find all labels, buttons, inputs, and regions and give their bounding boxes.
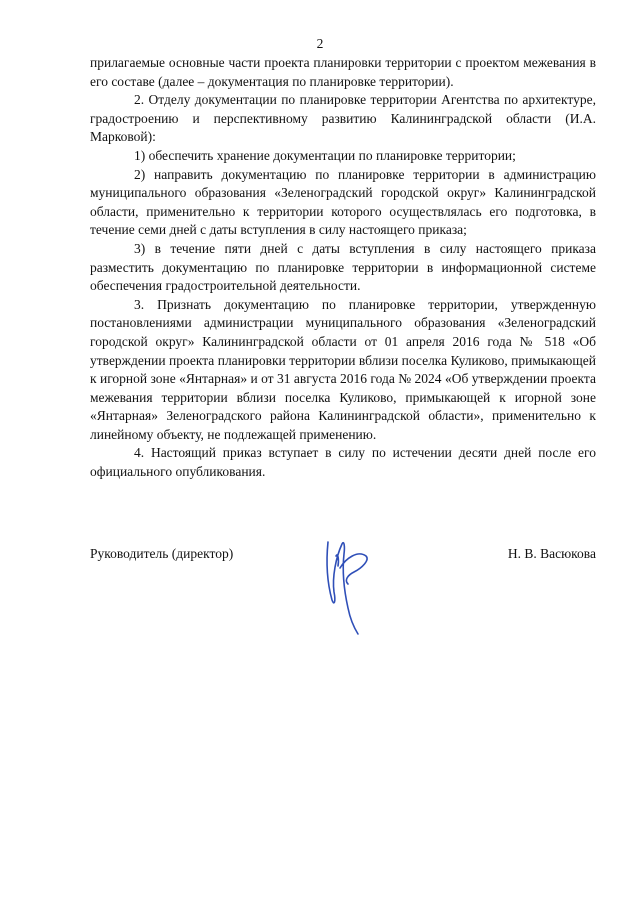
paragraph-subitem-1: 1) обеспечить хранение документации по планировке территории; <box>134 147 516 163</box>
document-body <box>90 54 596 482</box>
signature-stroke <box>327 542 367 634</box>
paragraph-item-3: 3. Признать документацию по планировке территории, утвержденную постановлениями администрации муниципального образования «Зеленоградский городской округ» Калининградской области от 01 апреля 2016 года № 518 «Об утверждении проекта планировки территории вблизи поселка Куликово, примыкающей к игорной зоне «Янтарная» и от 31 августа 2016 года № 2024 «Об утверждении проекта межевания территории вблизи поселка Куликово, примыкающей к игорной зоне «Янтарная» Зеленоградского района Калининградской области», применительно к линейному объекту, не подлежащей применению. <box>90 296 596 442</box>
page-number: 2 <box>316 36 324 51</box>
signatory-name: Н. В. Васюкова <box>507 546 596 561</box>
paragraph-subitem-2: 2) направить документацию по планировке территории в администрацию муниципального образования «Зеленоградский городской округ» Калининградской области, применительно к территории которого осуществлялась его подготовка, в течение семи дней с даты вступления в силу настоящего приказа; <box>90 166 596 238</box>
paragraph-item-2: 2. Отделу документации по планировке территории Агентства по архитектуре, градостроению и перспективному развитию Калининградской области (И.А. Марковой): <box>90 92 596 145</box>
handwritten-signature <box>318 522 378 638</box>
signatory-position: Руководитель (директор) <box>90 546 234 561</box>
paragraph-subitem-3: 3) в течение пяти дней с даты вступления в силу настоящего приказа разместить документацию по планировке территории в информационной системе обеспечения градостроительной деятельности. <box>90 240 596 294</box>
paragraph-intro: прилагаемые основные части проекта планировки территории с проектом межевания в его составе (далее – документация по планировке территории). <box>90 55 596 89</box>
paragraph-item-4: 4. Настоящий приказ вступает в силу по истечении десяти дней после его официального опубликования. <box>90 445 596 480</box>
